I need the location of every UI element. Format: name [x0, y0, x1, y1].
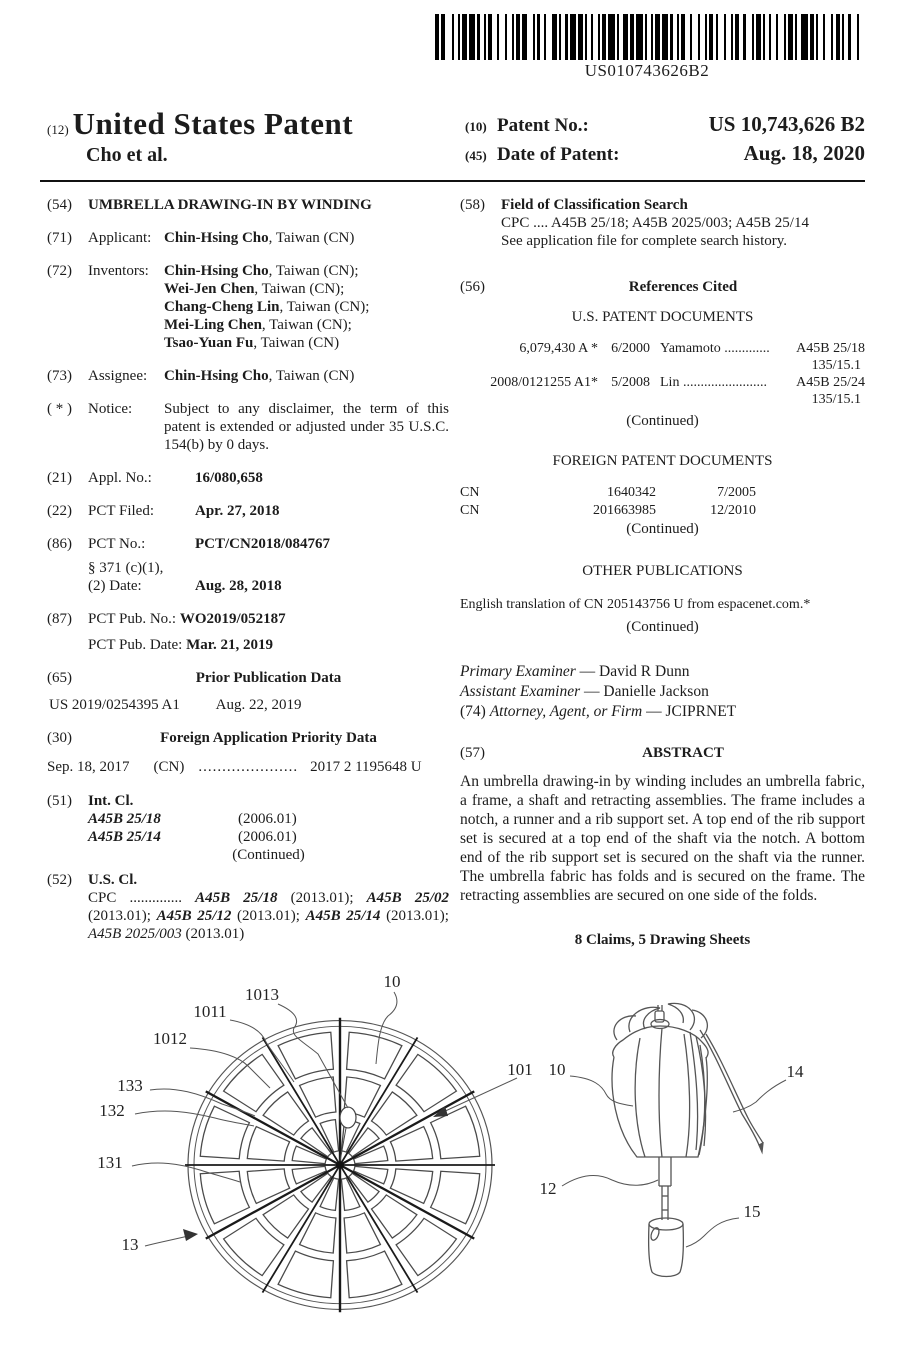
- fig-label-1011: 1011: [193, 1002, 227, 1021]
- pct-pub-number: WO2019/052187: [179, 611, 286, 627]
- claims-line: 8 Claims, 5 Drawing Sheets: [574, 932, 751, 948]
- section-assignee: (73) Assignee: Chin-Hsing Cho, Taiwan (CN): [47, 368, 355, 384]
- header-right: [465, 106, 865, 170]
- header-left: [47, 106, 353, 170]
- invention-title: UMBRELLA DRAWING-IN BY WINDING: [88, 197, 372, 213]
- other-pubs-continued: (Continued): [626, 619, 699, 635]
- fig-label-1012: 1012: [153, 1029, 187, 1048]
- date-code: (45): [465, 148, 487, 163]
- pct-number: PCT/CN2018/084767: [195, 536, 330, 552]
- field-search-note: See application file for complete search history.: [501, 233, 788, 249]
- section-references: (56) References Cited: [460, 278, 865, 296]
- int-cl-row: A45B 25/18 (2006.01): [88, 811, 297, 827]
- fig-label-132: 132: [99, 1101, 125, 1120]
- other-pubs-heading: OTHER PUBLICATIONS: [582, 563, 743, 579]
- cpc-classifications: CPC .............. A45B 25/18 (2013.01); A45B 25/02 (2013.01); A45B 25/12 (2013.01); A45B 25/14 (2013.01); A45B 2025/003 (2013.01): [88, 890, 449, 942]
- us-doc-subclass: 135/15.1: [811, 392, 861, 407]
- us-doc-row: 2008/0121255 A1* 5/2008 Lin ........................ A45B 25/24: [490, 375, 865, 390]
- assignee-name: Chin-Hsing Cho: [164, 368, 269, 384]
- fig-label-12: 12: [539, 1179, 557, 1198]
- assistant-examiner: Assistant Examiner — Danielle Jackson: [460, 683, 709, 700]
- inventor-line: Mei-Ling Chen, Taiwan (CN);: [164, 317, 352, 333]
- foreign-doc-row: CN 201663985 12/2010: [460, 503, 756, 518]
- date-label: Date of Patent:: [497, 144, 620, 165]
- field-search-cpc: CPC .... A45B 25/18; A45B 2025/003; A45B 25/14: [501, 215, 809, 231]
- fig-label-13: 13: [121, 1235, 139, 1254]
- fig-label-131: 131: [97, 1153, 123, 1172]
- fig-umbrella-top-view: [97, 972, 517, 1312]
- foreign-priority-line: Sep. 18, 2017 (CN) ..................... 2017 2 1195648 U: [47, 759, 422, 775]
- foreign-docs-continued: (Continued): [626, 521, 699, 537]
- fig-label-10: 10: [383, 972, 401, 991]
- prior-pub-heading: Prior Publication Data: [195, 670, 342, 686]
- barcode-block: [433, 14, 861, 81]
- page-title: United States Patent: [72, 106, 354, 141]
- us-doc-subclass: 135/15.1: [811, 358, 861, 373]
- date-value: Aug. 18, 2020: [743, 141, 865, 165]
- kind-code-number: (12): [47, 122, 69, 137]
- foreign-priority-heading: Foreign Application Priority Data: [160, 730, 377, 746]
- notice-text: Subject to any disclaimer, the term of this patent is extended or adjusted under 35 U.S.C. 154(b) by 0 days.: [164, 401, 449, 453]
- fig-label-15: 15: [743, 1202, 761, 1221]
- fig-label-133: 133: [117, 1076, 143, 1095]
- prior-pub-number: US 2019/0254395 A1: [49, 697, 180, 713]
- section-pct-filed: (22) PCT Filed: Apr. 27, 2018: [47, 503, 280, 519]
- inventor-line: Tsao-Yuan Fu, Taiwan (CN): [164, 335, 340, 351]
- section-prior-pub: (65) Prior Publication Data: [47, 669, 449, 687]
- header-divider: [40, 180, 865, 182]
- fig-label-101: 101: [507, 1060, 533, 1079]
- section-foreign-priority: (30) Foreign Application Priority Data: [47, 729, 449, 747]
- priority-number: 2017 2 1195648 U: [310, 759, 422, 775]
- application-number: 16/080,658: [195, 470, 263, 486]
- pct-filed-date: Apr. 27, 2018: [195, 503, 280, 519]
- patent-no-label: Patent No.:: [497, 115, 589, 136]
- field-search-heading: Field of Classification Search: [501, 197, 688, 213]
- abstract-heading: ABSTRACT: [642, 745, 724, 761]
- us-doc-row: 6,079,430 A * 6/2000 Yamamoto ............. A45B 25/18: [519, 341, 865, 356]
- references-heading: References Cited: [628, 279, 738, 295]
- section-pct-pub: (87) PCT Pub. No.: WO2019/052187 PCT Pub. Date: Mar. 21, 2019: [47, 611, 286, 653]
- applicant-name: Chin-Hsing Cho: [164, 230, 269, 246]
- pct-pub-date: Mar. 21, 2019: [186, 637, 274, 653]
- fig-label-1013: 1013: [245, 985, 279, 1004]
- section-pct-no: (86) PCT No.: PCT/CN2018/084767 § 371 (c)(1), (2) Date: Aug. 28, 2018: [47, 536, 330, 594]
- patent-no-code: (10): [465, 119, 487, 134]
- section-field-search: (58) Field of Classification Search CPC .... A45B 25/18; A45B 2025/003; A45B 25/14 See application file for complete search history.: [460, 196, 865, 250]
- prior-pub-date: Aug. 22, 2019: [215, 697, 302, 713]
- barcode-image: [435, 14, 860, 60]
- section-appl-no: (21) Appl. No.: 16/080,658: [47, 470, 263, 486]
- inventor-line: Chin-Hsing Cho, Taiwan (CN);: [164, 263, 359, 279]
- figure-sheet: [0, 958, 903, 1354]
- barcode-number: US010743626B2: [584, 61, 710, 80]
- primary-examiner: Primary Examiner — David R Dunn: [460, 663, 690, 680]
- foreign-docs-heading: FOREIGN PATENT DOCUMENTS: [552, 453, 773, 469]
- us-docs-continued: (Continued): [626, 413, 699, 429]
- fig-umbrella-folded-view: [507, 1003, 804, 1276]
- int-cl-row: A45B 25/14 (2006.01): [88, 829, 297, 845]
- patent-no-value: US 10,743,626 B2: [708, 112, 865, 136]
- abstract-text: An umbrella drawing-in by winding includes an umbrella fabric, a frame, a shaft and retracting assemblies. The frame includes a notch, a runner and a rib support set. A top end of the rib support set is secured at a top end of the shaft via the notch. A bottom end of the rib support set is secured on the shaft via the runner. The umbrella fabric has folds and is secured on the frame. The retracting assemblies are secured on one side of the folds.: [460, 773, 865, 904]
- left-column: [47, 196, 449, 958]
- section-us-cl: (52) U.S. Cl. CPC .............. A45B 25/18 (2013.01); A45B 25/02 (2013.01); A45B 25/12 (2013.01); A45B 25/14 (2013.01); A45B 2025/003 (2013.01): [47, 872, 449, 942]
- inventor-line: Chang-Cheng Lin, Taiwan (CN);: [164, 299, 370, 315]
- section-inventors: (72) Inventors: Chin-Hsing Cho, Taiwan (CN); Wei-Jen Chen, Taiwan (CN); Chang-Cheng Lin, Taiwan (CN); Mei-Ling Chen, Taiwan (CN); Tsao-Yuan Fu, Taiwan (CN): [47, 262, 449, 352]
- inventor-short-line: Cho et al.: [86, 144, 168, 166]
- inventor-list: [164, 262, 449, 352]
- priority-date: Sep. 18, 2017: [47, 759, 130, 775]
- prior-pub-line: [47, 696, 449, 714]
- section-applicant: (71) Applicant: Chin-Hsing Cho, Taiwan (CN): [47, 230, 355, 246]
- inventor-line: Wei-Jen Chen, Taiwan (CN);: [164, 281, 345, 297]
- int-cl-heading: Int. Cl.: [88, 793, 134, 809]
- right-column: [460, 196, 865, 949]
- other-pubs-line: English translation of CN 205143756 U from espacenet.com.*: [460, 597, 811, 612]
- section-notice: ( * ) Notice: Subject to any disclaimer, the term of this patent is extended or adjusted under 35 U.S.C. 154(b) by 0 days.: [47, 401, 449, 453]
- section-title: (54) UMBRELLA DRAWING-IN BY WINDING: [47, 196, 449, 214]
- section-371-date: Aug. 28, 2018: [195, 578, 282, 594]
- header: [47, 106, 865, 170]
- attorney-line: (74) Attorney, Agent, or Firm — JCIPRNET: [460, 703, 737, 720]
- section-int-cl: (51) Int. Cl. A45B 25/18 (2006.01) A45B 25/14 (2006.01) (Continued): [47, 792, 449, 864]
- int-cl-continued: (Continued): [232, 847, 305, 863]
- us-docs-heading: U.S. PATENT DOCUMENTS: [571, 309, 754, 325]
- us-cl-heading: U.S. Cl.: [88, 872, 138, 888]
- fig-label-10-right: 10: [548, 1060, 566, 1079]
- examiner-block: [460, 662, 865, 722]
- priority-country: (CN): [153, 759, 185, 775]
- foreign-doc-row: CN 1640342 7/2005: [460, 485, 756, 500]
- fig-label-14: 14: [786, 1062, 804, 1081]
- section-abstract: (57) ABSTRACT: [460, 744, 865, 762]
